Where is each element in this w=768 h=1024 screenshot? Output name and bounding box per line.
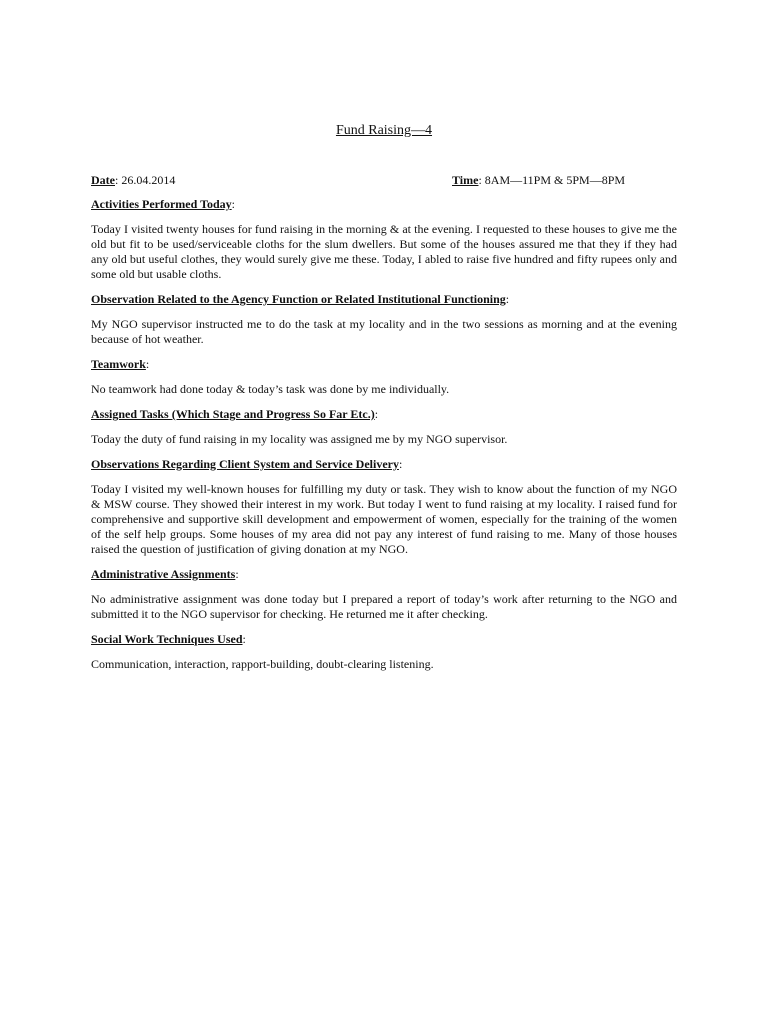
- date-field: [91, 173, 175, 188]
- section-body-techniques: Communication, interaction, rapport-building, doubt-clearing listening.: [91, 657, 434, 671]
- time-label: Time: [452, 173, 479, 187]
- section-body-administrative: No administrative assignment was done today but I prepared a report of today’s work after returning to the NGO and submitted it to the NGO supervisor for checking. He returned me it after checking.: [91, 592, 677, 621]
- section-body-client-system: Today I visited my well-known houses for fulfilling my duty or task. They wish to know about the function of my NGO & MSW course. They showed their interest in my work. But today I went to fund raising at my locality. I raised fund for comprehensive and supportive skill development and empowerment of women, especially for the training of the women of the self help groups. Some houses of my area did not pay any interest of fund raising to me. Many of those houses raised the question of justification of giving donation at my NGO.: [91, 482, 677, 556]
- section-heading-client-system: Observations Regarding Client System and Service Delivery:: [91, 457, 403, 471]
- section-heading-administrative: Administrative Assignments:: [91, 567, 239, 581]
- date-label: Date: [91, 173, 115, 187]
- date-time-row: [91, 173, 677, 191]
- section-heading-text: Teamwork: [91, 357, 146, 371]
- section-body-activities: Today I visited twenty houses for fund raising in the morning & at the evening. I requested to these houses to give me the old but fit to be used/serviceable cloths for the slum dwellers. But some of the houses assured me that they if they had any old but useful clothes, they would surely give me these. Today, I abled to raise five hundred and fifty rupees only and some old but usable cloths.: [91, 222, 677, 281]
- section-body-observation-agency: My NGO supervisor instructed me to do the task at my locality and in the two sessions as morning and at the evening because of hot weather.: [91, 317, 677, 346]
- time-value: : 8AM—11PM & 5PM—8PM: [478, 173, 626, 187]
- section-heading-text: Social Work Techniques Used: [91, 632, 243, 646]
- document-content: [91, 173, 677, 682]
- time-field: [452, 173, 625, 188]
- section-heading-activities: Activities Performed Today:: [91, 197, 235, 211]
- section-heading-text: Administrative Assignments: [91, 567, 236, 581]
- section-heading-techniques: Social Work Techniques Used:: [91, 632, 246, 646]
- section-body-assigned-tasks: Today the duty of fund raising in my locality was assigned me by my NGO supervisor.: [91, 432, 508, 446]
- document-title: Fund Raising—4: [335, 123, 433, 138]
- section-heading-text: Activities Performed Today: [91, 197, 232, 211]
- section-heading-observation-agency: Observation Related to the Agency Function or Related Institutional Functioning:: [91, 292, 510, 306]
- section-heading-assigned-tasks: Assigned Tasks (Which Stage and Progress So Far Etc.):: [91, 407, 379, 421]
- section-heading-text: Observation Related to the Agency Function or Related Institutional Functioning: [91, 292, 506, 306]
- section-heading-teamwork: Teamwork:: [91, 357, 150, 371]
- section-heading-text: Assigned Tasks (Which Stage and Progress So Far Etc.): [91, 407, 375, 421]
- date-value: : 26.04.2014: [115, 173, 176, 187]
- section-body-teamwork: No teamwork had done today & today’s task was done by me individually.: [91, 382, 450, 396]
- section-heading-text: Observations Regarding Client System and Service Delivery: [91, 457, 399, 471]
